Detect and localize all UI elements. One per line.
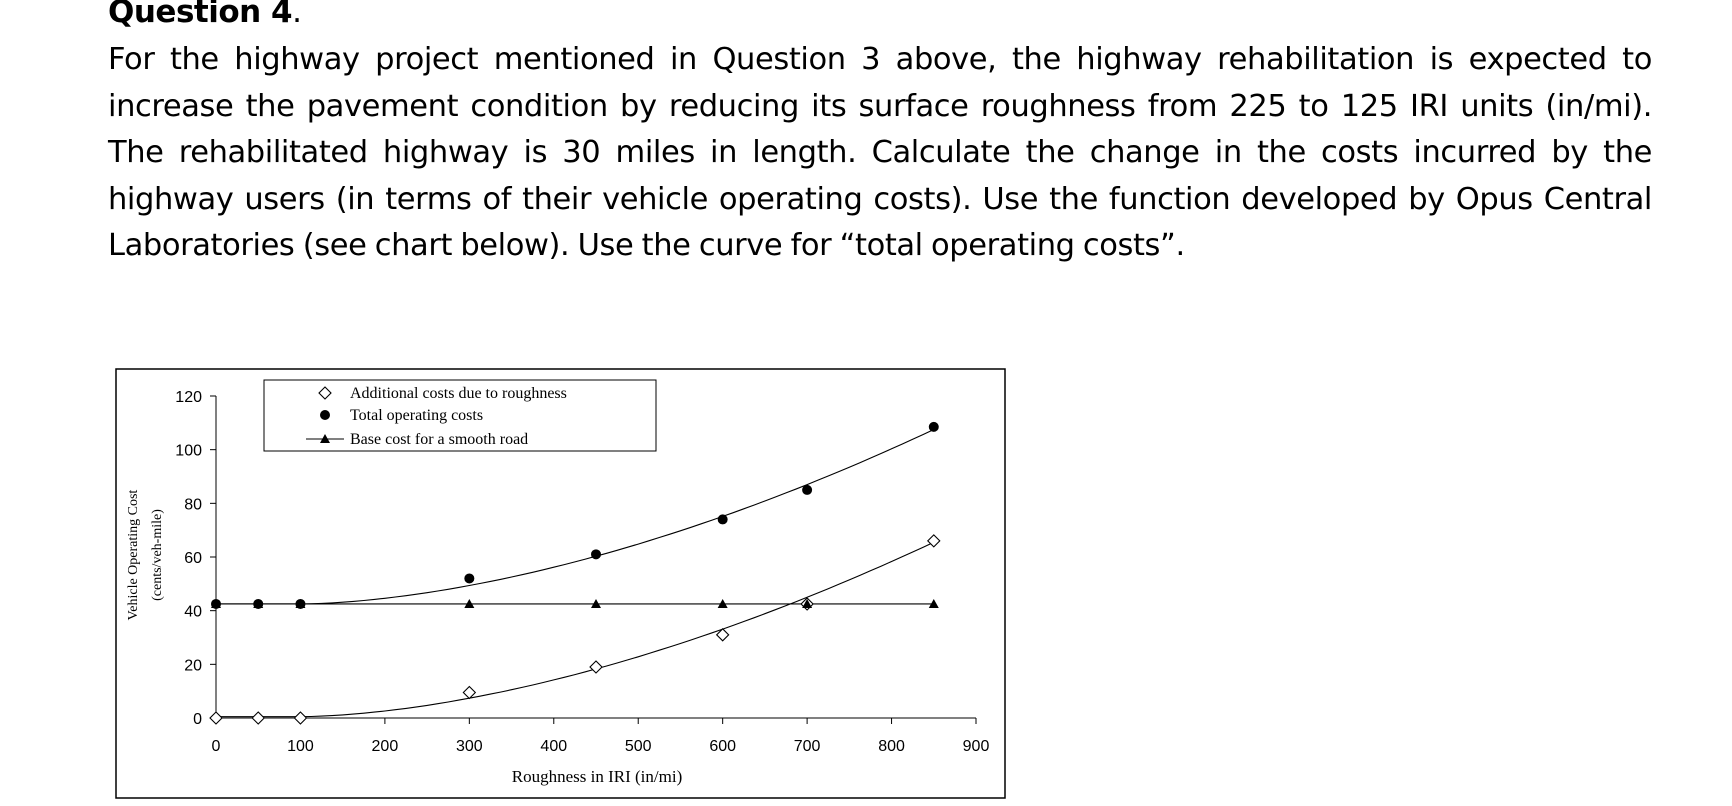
question-paragraph: For the highway project mentioned in Question 3 above, the highway rehabilitation is expected to increase the pavement condition by reducing its surface roughness from 225 to 125 IRI units (in/mi). The rehabilitated highway is 30 miles in length. Calculate the change in the costs incurred by the highway users (in terms of their vehicle operating costs). Use the function developed by Opus Central Laboratories (see chart below). Use the curve for “total operating costs”.	[108, 42, 1652, 263]
data-point-series-2	[591, 549, 601, 559]
x-tick-label: 600	[709, 738, 737, 755]
x-tick-label: 100	[287, 738, 314, 755]
legend-label: Additional costs due to roughness	[350, 385, 567, 402]
y-axis-label-line1: Vehicle Operating Cost	[126, 489, 141, 621]
y-tick-label: 120	[175, 389, 202, 406]
y-tick-label: 100	[175, 442, 202, 460]
x-tick-label: 400	[540, 738, 568, 755]
question-heading-period: .	[292, 0, 302, 30]
x-tick-label: 900	[962, 738, 990, 755]
question-heading-text: Question 4	[108, 0, 293, 30]
y-tick-label: 20	[184, 657, 202, 675]
x-tick-label: 700	[793, 738, 821, 755]
y-tick-label: 60	[184, 550, 202, 567]
y-axis-label-line2: (cents/veh-mile)	[150, 509, 165, 601]
legend-label: Total operating costs	[350, 407, 484, 424]
legend-marker	[320, 410, 330, 420]
x-tick-label: 200	[371, 738, 399, 755]
y-tick-label: 0	[193, 711, 202, 728]
x-tick-label: 800	[878, 738, 905, 755]
legend	[264, 380, 656, 451]
y-tick-label: 80	[184, 496, 202, 514]
x-tick-label: 300	[455, 738, 483, 755]
x-tick-label: 500	[624, 738, 652, 755]
x-axis-label: Roughness in IRI (in/mi)	[511, 767, 683, 786]
data-point-series-2	[929, 422, 939, 432]
data-point-series-2	[802, 485, 812, 495]
legend-label: Base cost for a smooth road	[350, 431, 529, 448]
data-point-series-2	[718, 514, 728, 524]
x-tick-label: 0	[211, 738, 221, 755]
data-point-series-2	[464, 573, 474, 583]
y-tick-label: 40	[184, 603, 202, 621]
